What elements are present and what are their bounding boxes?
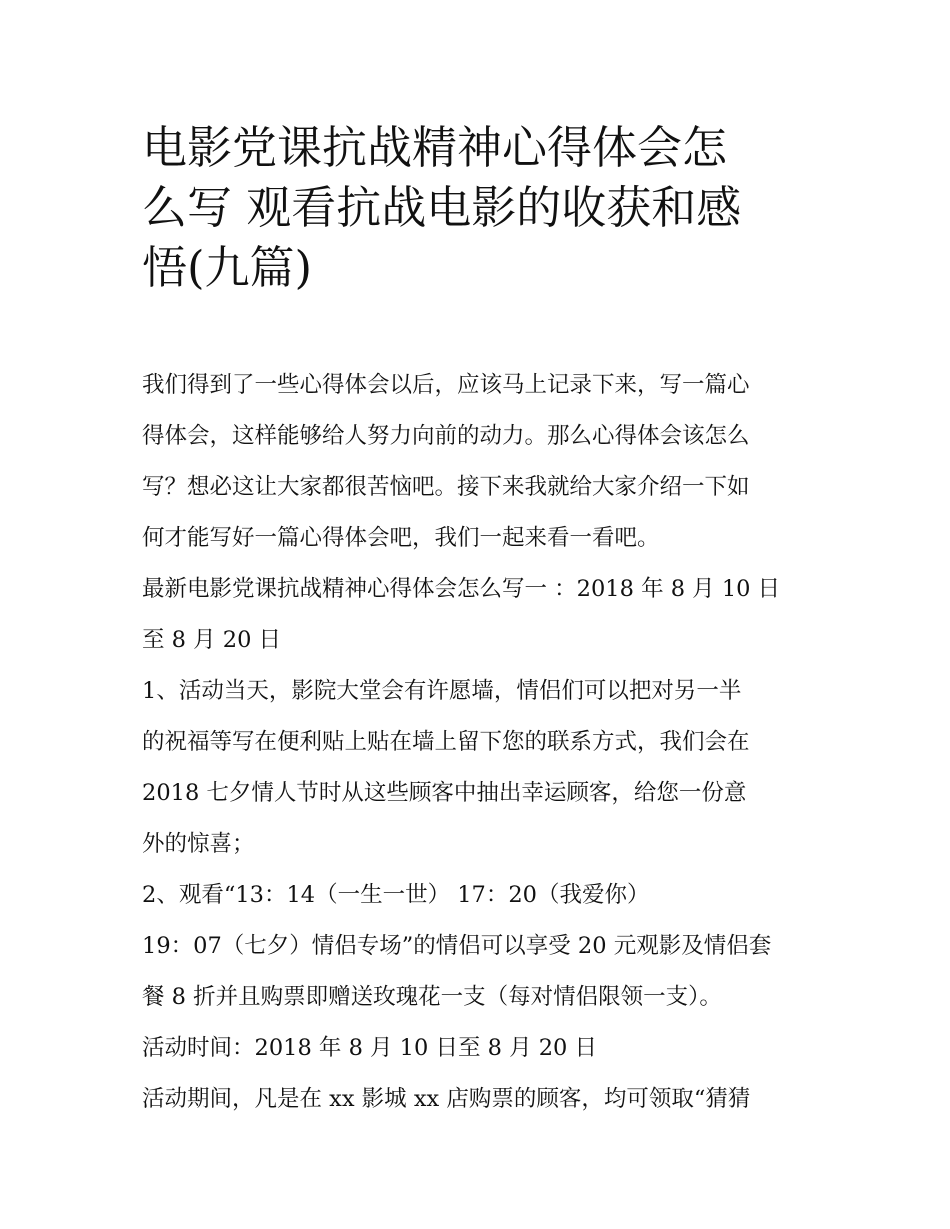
body-line: 至 8 月 20 日 — [142, 627, 282, 653]
body-line: 得体会，这样能够给人努力向前的动力。那么心得体会该怎么 — [142, 423, 750, 449]
body-line: 19：07（七夕）情侣专场”的情侣可以享受 20 元观影及情侣套 — [142, 933, 772, 959]
body-line: 最新电影党课抗战精神心得体会怎么写一 ：2018 年 8 月 10 日 — [142, 576, 781, 602]
document-title — [142, 118, 822, 298]
body-line: 2018 七夕情人节时从这些顾客中抽出幸运顾客，给您一份意 — [142, 780, 747, 806]
body-line: 写？想必这让大家都很苦恼吧。接下来我就给大家介绍一下如 — [142, 474, 750, 500]
title-line: 么写 观看抗战电影的收获和感 — [142, 181, 742, 234]
body-line: 的祝福等写在便利贴上贴在墙上留下您的联系方式，我们会在 — [142, 729, 750, 755]
title-line: 电影党课抗战精神心得体会怎 — [142, 121, 728, 174]
document-body — [142, 360, 832, 1125]
body-line: 1、活动当天，影院大堂会有许愿墙，情侣们可以把对另一半 — [142, 678, 742, 704]
body-line: 外的惊喜； — [142, 831, 255, 857]
title-line: 悟(九篇) — [142, 241, 313, 294]
body-line: 我们得到了一些心得体会以后，应该马上记录下来，写一篇心 — [142, 372, 750, 398]
body-line: 何才能写好一篇心得体会吧，我们一起来看一看吧。 — [142, 525, 660, 551]
body-line: 活动期间，凡是在 xx 影城 xx 店购票的顾客，均可领取“猜猜 — [142, 1086, 751, 1112]
body-line: 2、观看“13：14（一生一世） 17：20（我爱你） — [142, 882, 650, 908]
body-line: 餐 8 折并且购票即赠送玫瑰花一支（每对情侣限领一支）。 — [142, 984, 722, 1010]
body-line: 活动时间：2018 年 8 月 10 日至 8 月 20 日 — [142, 1035, 598, 1061]
